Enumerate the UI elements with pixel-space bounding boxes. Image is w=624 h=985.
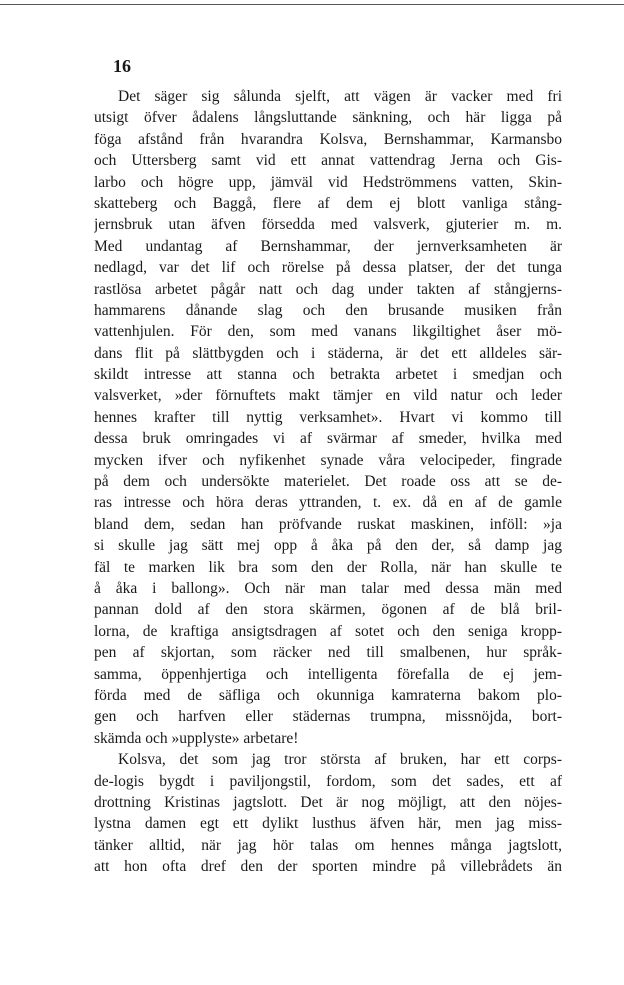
text-line: tänker alltid, när jag hör talas om hennes många jagtslott, bbox=[94, 836, 562, 854]
text-line: Med undantag af Bernshammar, der jernverksamheten är bbox=[94, 237, 562, 255]
text-line: samma, öppenhjertiga och intelligenta förefalla de ej jem- bbox=[94, 665, 562, 683]
text-line: utsigt öfver ådalens långsluttande sänkning, och här ligga på bbox=[94, 109, 562, 127]
text-line: rastlösa arbetet pågår natt och dag under takten af stångjerns- bbox=[94, 280, 562, 298]
text-line: drottning Kristinas jagtslott. Det är nog möjligt, att den nöjes- bbox=[94, 793, 562, 811]
text-line: föga afstånd från hvarandra Kolsva, Bernshammar, Karmansbo bbox=[94, 130, 562, 148]
text-line: jernsbruk utan äfven försedda med valsverk, gjuterier m. m. bbox=[94, 216, 562, 234]
text-line: vattenhjulen. För den, som med vanans likgiltighet åser mö- bbox=[94, 323, 562, 341]
text-line: pen af skjortan, som räcker ned till smalbenen, hur språk- bbox=[94, 644, 562, 662]
text-line: pannan dold af den stora skärmen, ögonen af de blå bril- bbox=[94, 601, 562, 619]
text-line: på dem och undersökte materielet. Det roade oss att se de- bbox=[94, 473, 562, 491]
text-line: förda med de säfliga och okunniga kamraterna bakom plo- bbox=[94, 686, 562, 704]
body-text bbox=[94, 86, 562, 877]
text-line: skatteberg och Baggå, flere af dem ej blott vanliga stång- bbox=[94, 194, 562, 212]
text-line: ras intresse och höra deras yttranden, t. ex. då en af de gamle bbox=[94, 494, 562, 512]
text-line: lystna damen egt ett dylikt lusthus äfven här, men jag miss- bbox=[94, 815, 562, 833]
text-line: si skulle jag sätt mej opp å åka på den der, så damp jag bbox=[94, 537, 562, 555]
text-line: och Uttersberg samt vid ett annat vattendrag Jerna och Gis- bbox=[94, 152, 562, 170]
text-line: hennes krafter till nyttig verksamhet». Hvart vi kommo till bbox=[94, 408, 562, 426]
text-line: hammarens dånande slag och den brusande musiken från bbox=[94, 301, 562, 319]
top-rule bbox=[0, 4, 624, 5]
text-line: lorna, de kraftiga ansigtsdragen af sotet och den seniga kropp- bbox=[94, 622, 562, 640]
text-line: skämda och »upplyste» arbetare! bbox=[94, 729, 299, 747]
text-line: dans flit på slättbygden och i städerna, är det ett alldeles sär- bbox=[94, 344, 562, 362]
text-line: nedlagd, var det lif och rörelse på dessa platser, der det tunga bbox=[94, 259, 562, 277]
text-line: de-logis bygdt i paviljongstil, fordom, som det sades, ett af bbox=[94, 772, 562, 790]
page-number: 16 bbox=[113, 56, 131, 76]
text-line: Det säger sig sålunda sjelft, att vägen är vacker med fri bbox=[118, 88, 562, 105]
text-line: Kolsva, det som jag tror största af bruken, har ett corps- bbox=[118, 751, 562, 769]
text-line: mycken ifver och nyfikenhet synade våra velocipeder, fingrade bbox=[94, 451, 562, 469]
text-line: larbo och högre upp, jämväl vid Hedströmmens vatten, Skin- bbox=[94, 173, 562, 191]
text-line: dessa bruk omringades vi af svärmar af smeder, hvilka med bbox=[94, 430, 562, 448]
text-line: att hon ofta dref den der sporten mindre på villebrådets än bbox=[94, 858, 562, 876]
text-line: valsverket, »der förnuftets makt tämjer en vild natur och leder bbox=[94, 387, 562, 405]
text-line: skildt intresse att stanna och betrakta arbetet i smedjan och bbox=[94, 366, 562, 384]
text-line: bland dem, sedan han pröfvande ruskat maskinen, inföll: »ja bbox=[94, 515, 562, 533]
text-line: gen och harfven eller städernas trumpna, missnöjda, bort- bbox=[94, 708, 562, 726]
text-line: å åka i ballong». Och när man talar med dessa män med bbox=[94, 579, 562, 597]
text-line: fäl te marken lik bra som den der Rolla, när han skulle te bbox=[94, 558, 562, 576]
